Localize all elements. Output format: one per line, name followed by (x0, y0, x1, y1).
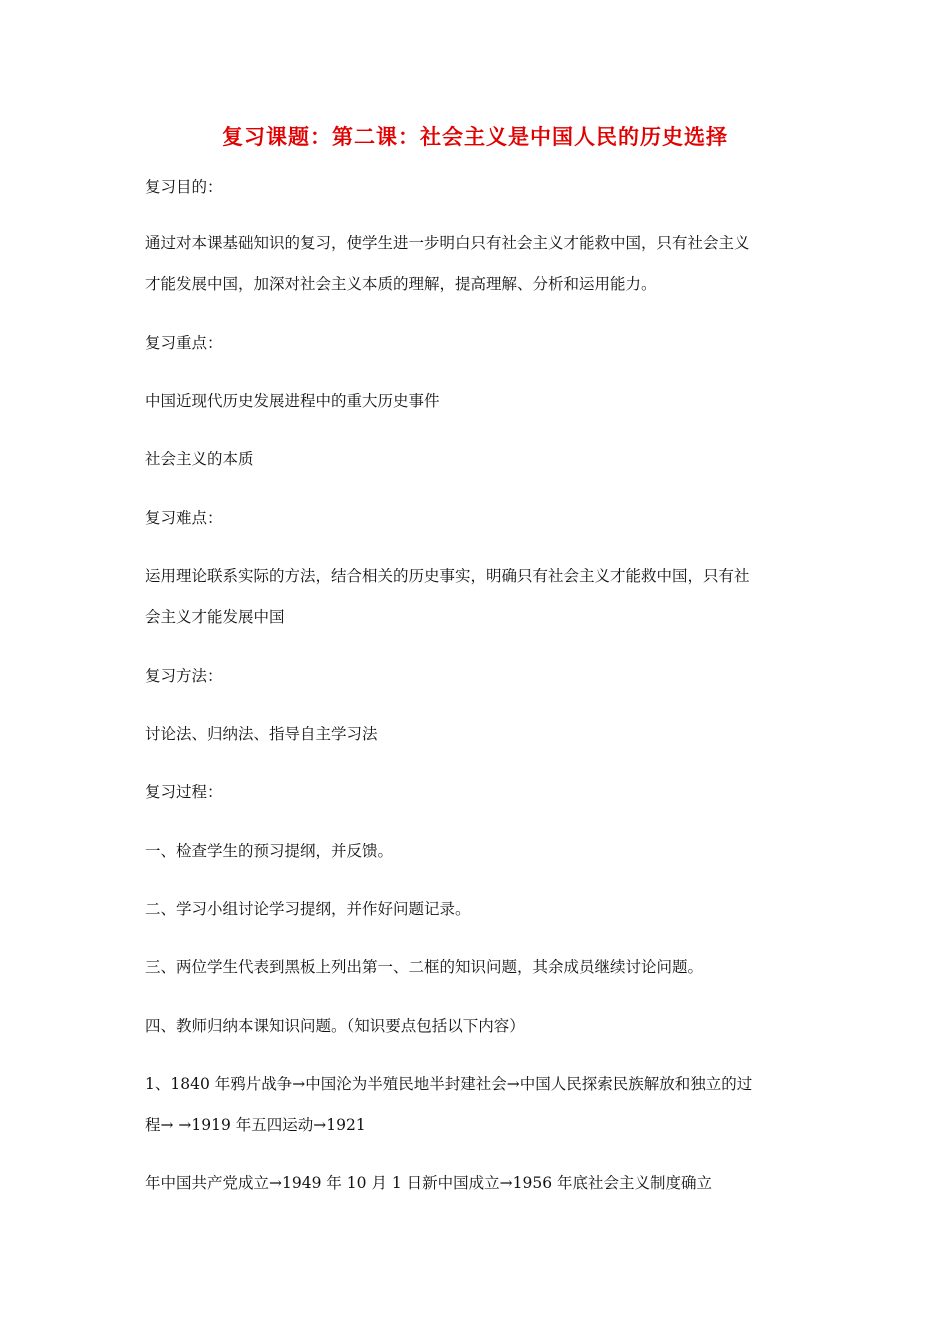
paragraph-line: 运用理论联系实际的方法，结合相关的历史事实，明确只有社会主义才能救中国，只有社 (145, 567, 750, 585)
paragraph-line: 中国近现代历史发展进程中的重大历史事件 (145, 392, 440, 410)
paragraph-line: 社会主义的本质 (145, 450, 254, 468)
paragraph-line: 通过对本课基础知识的复习，使学生进一步明白只有社会主义才能救中国，只有社会主义 (145, 234, 750, 252)
paragraph-line: 一、检查学生的预习提纲，并反馈。 (145, 842, 394, 860)
paragraph-line: 三、两位学生代表到黑板上列出第一、二框的知识问题，其余成员继续讨论问题。 (145, 958, 704, 976)
paragraph-line: 会主义才能发展中国 (145, 608, 285, 626)
paragraph-line: 四、教师归纳本课知识问题。（知识要点包括以下内容） (145, 1017, 525, 1035)
heading-review-objectives: 复习目的： (145, 178, 223, 196)
paragraph-line: 二、学习小组讨论学习提纲，并作好问题记录。 (145, 900, 471, 918)
paragraph-line: 程→ →1919 年五四运动→1921 (145, 1116, 366, 1134)
paragraph-line: 讨论法、归纳法、指导自主学习法 (145, 725, 378, 743)
heading-review-key-points: 复习重点： (145, 334, 223, 352)
heading-review-process: 复习过程： (145, 783, 223, 801)
paragraph-line: 1、1840 年鸦片战争→中国沦为半殖民地半封建社会→中国人民探索民族解放和独立的过 (145, 1075, 753, 1093)
paragraph-line: 年中国共产党成立→1949 年 10 月 1 日新中国成立→1956 年底社会主义制度确立 (145, 1174, 713, 1192)
heading-review-difficulties: 复习难点： (145, 509, 223, 527)
heading-review-methods: 复习方法： (145, 667, 223, 685)
paragraph-line: 才能发展中国，加深对社会主义本质的理解，提高理解、分析和运用能力。 (145, 275, 657, 293)
page-title: 复习课题：第二课：社会主义是中国人民的历史选择 (222, 124, 728, 149)
